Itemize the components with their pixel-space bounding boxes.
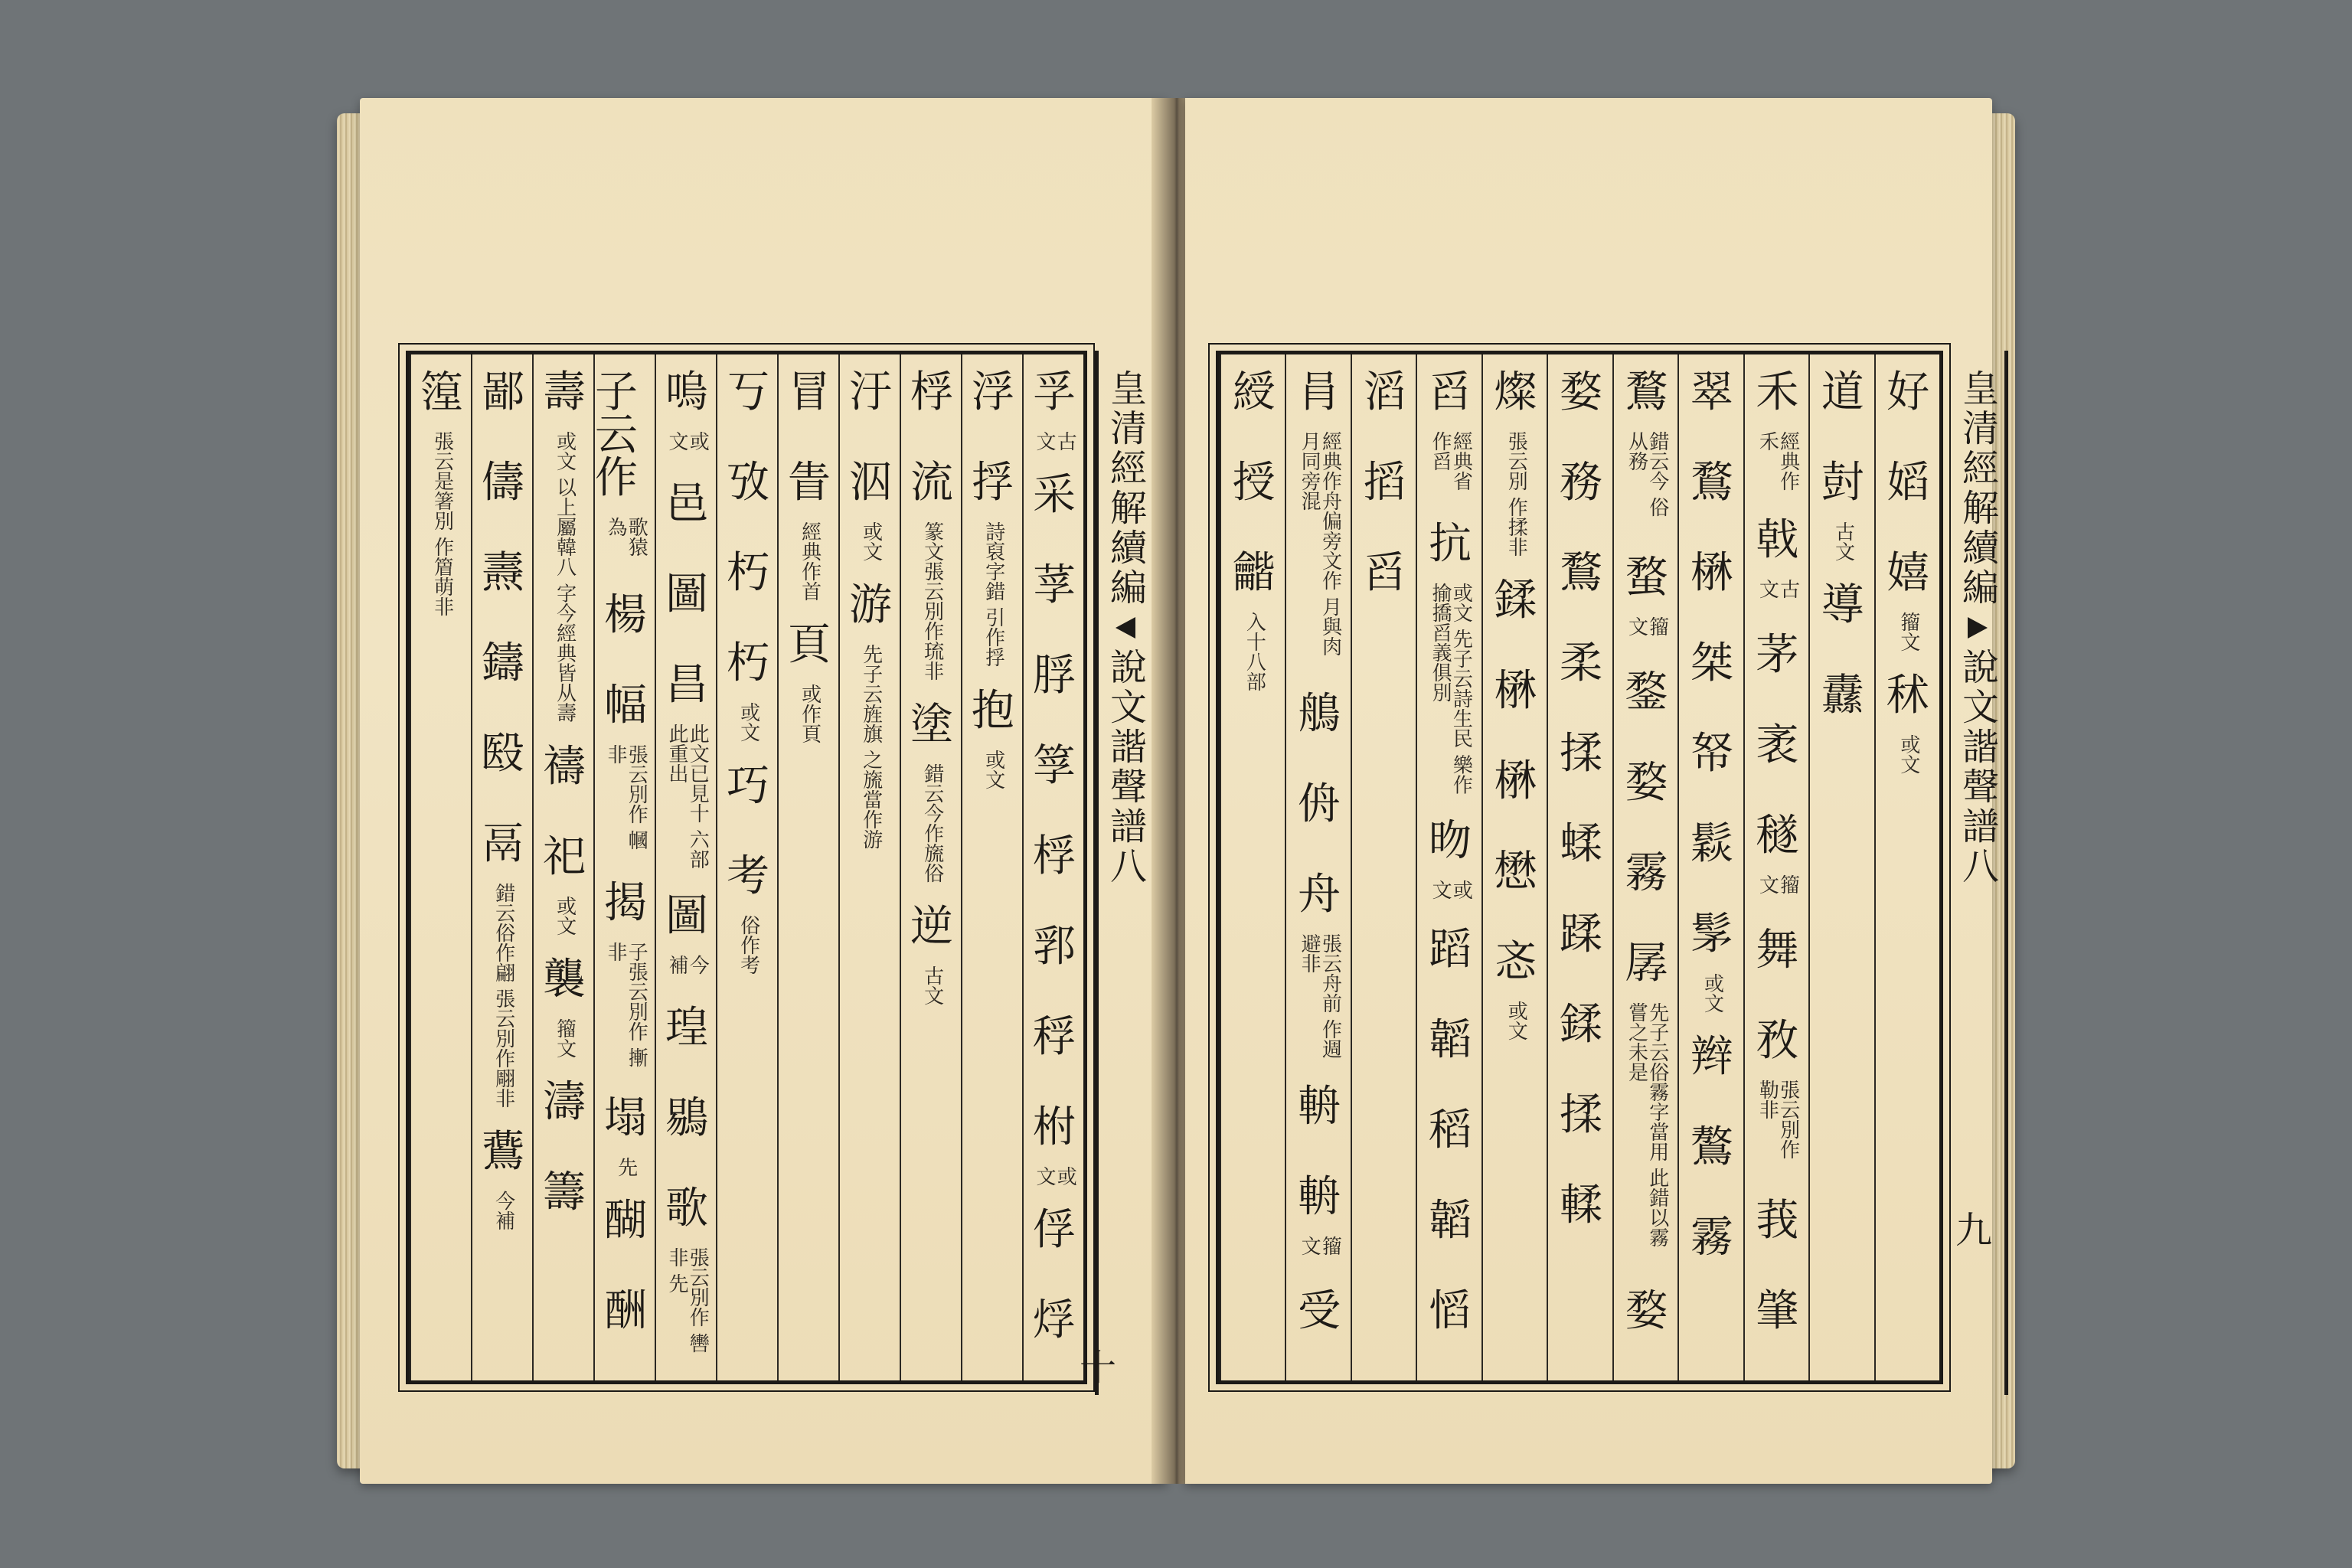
character: 龤 [1232,548,1276,598]
character: 綬 [1232,368,1276,417]
character: 逆 [910,902,953,952]
text-column [838,354,901,1380]
character: 幅 [604,681,647,731]
character: 辫 [1690,1032,1733,1082]
character: 婺 [1559,368,1602,417]
character: 肙 [1298,368,1341,417]
character: 柔 [1559,639,1602,688]
fish-tail-mark [1968,617,1988,639]
character: 瑝 [665,1003,708,1054]
text-column [593,354,656,1380]
annotation: 或文 先子云詩生民 樂作揄撟舀義俱別 [1429,582,1473,795]
character: 塌 [604,1093,647,1143]
character: 蹂 [1559,910,1602,959]
annotation: 張云是箸別 作篃萌非 [430,431,454,617]
character: 桴 [1033,831,1076,881]
character: 攷 [727,458,769,508]
character: 莩 [1033,560,1076,610]
annotation: 此文已見十 六部此重出 [665,723,710,869]
character: 鬏 [1690,819,1733,869]
annotation: 或文 [665,431,710,451]
character: 桀 [1690,639,1733,688]
annotation: 張云別 作揉非 [1504,431,1528,557]
character: 酬 [604,1285,647,1336]
character: 儔 [482,458,524,508]
character: 游 [849,580,892,630]
character: 鑄 [482,639,524,688]
open-book [337,98,2015,1499]
character: 醐 [604,1195,647,1246]
annotation: 張云舟前 作週避非 [1298,933,1342,1060]
text-column [1612,354,1679,1380]
annotation: 篆文張云別作琉非 [920,521,944,681]
character: 冒 [788,368,831,417]
annotation: 或文 [737,702,760,742]
character: 楙 [1494,666,1537,717]
character: 俘 [1033,1205,1076,1255]
annotation: 經典作首 [798,521,822,601]
character: 揭 [604,877,647,928]
character: 汙 [849,368,892,417]
character: 蝚 [1559,819,1602,869]
text-column [1481,354,1548,1380]
character: 柎 [1033,1102,1076,1152]
character: 務 [1559,458,1602,508]
page-number: 十 [1080,1347,1117,1390]
character: 導 [1821,580,1864,630]
annotation: 或文 [553,895,577,936]
character: 忞 [1494,937,1537,988]
character: 考 [727,851,769,901]
character: 鷔 [1690,1122,1733,1172]
character: 巧 [727,761,769,811]
text-column [716,354,779,1380]
character: 燾 [482,548,524,598]
character: 纛 [1821,671,1864,720]
character: 搯 [1363,458,1406,508]
character: 好 [1886,368,1930,417]
text-column [1874,354,1941,1380]
annotation: 今補 [492,1191,515,1231]
annotation: 張云別作勒非 [1756,1080,1800,1160]
character: 烰 [1033,1295,1076,1345]
text-column [1808,354,1875,1380]
character: 鶩 [1625,368,1668,417]
character: 孱 [1625,939,1668,989]
character: 朽 [727,639,769,688]
annotation: 古文 [1831,521,1855,561]
annotation: 子張云別作 摲非 [604,941,648,1067]
annotation: 錯云俗作翩 張云別作翢非 [492,883,515,1109]
character: 歌 [665,1184,708,1234]
character: 懋 [1494,847,1537,897]
character: 捊 [972,458,1014,508]
character: 舟 [1298,869,1341,920]
character: 尌 [1821,458,1864,508]
character: 鍒 [1559,1000,1602,1050]
text-column [1285,354,1351,1380]
character: 眚 [788,458,831,508]
character: 道 [1821,368,1864,417]
character: 鵃 [1298,688,1341,739]
annotation: 籀文 [1756,874,1800,894]
character: 楙 [1690,548,1733,598]
text-column [900,354,962,1380]
right-page [1185,98,1999,1484]
annotation: 先子云旌旗 之旒當作游 [859,644,883,850]
character: 戟 [1756,514,1799,565]
character: 昌 [665,659,708,710]
character: 圖 [665,891,708,942]
chapter-title: 說文諧聲譜八 [1103,648,1147,887]
text-frame [1216,351,1943,1384]
annotation: 經典作舟偏旁文作 月與肉月同旁混 [1298,431,1342,657]
character: 稃 [1033,1012,1076,1062]
annotation: 入十八部 [1243,612,1266,691]
character: 婺 [1625,758,1668,808]
annotation: 先子云俗霧字當用 此錯以霧嘗之未是 [1625,1002,1669,1248]
character: 鍪 [1625,668,1668,718]
character: 蝥 [1625,552,1668,603]
character: 鶩 [1690,458,1733,508]
annotation: 或文 [1429,880,1473,900]
character: 霧 [1690,1213,1733,1263]
character: 禾 [1756,368,1799,417]
text-column [777,354,840,1380]
character: 流 [910,458,953,508]
character: 袤 [1756,720,1799,770]
character: 昒 [1429,816,1472,867]
character: 泅 [849,458,892,508]
text-column [1022,354,1085,1380]
text-frame [406,351,1087,1384]
character: 肇 [1756,1286,1799,1336]
annotation: 經典作禾 [1756,431,1800,491]
annotation: 古文 [1756,578,1800,599]
annotation: 籀文 [1896,612,1920,652]
character: 篞 [420,368,463,417]
character: 邑 [665,479,708,529]
character: 受 [1298,1286,1341,1336]
text-column [1547,354,1613,1380]
annotation: 籀文 [1625,616,1669,636]
character: 秫 [1886,671,1930,720]
character: 鍒 [1494,576,1537,626]
character: 殹 [482,729,524,779]
annotation: 詩裒字錯 引作捊 [982,521,1005,668]
character: 襲 [543,954,586,1004]
character: 授 [1232,458,1276,508]
character: 髳 [1690,910,1733,959]
character: 舀 [1363,548,1406,598]
character: 采 [1033,470,1076,520]
character: 楙 [1494,756,1537,807]
character: 禱 [543,741,586,792]
character: 嫍 [1886,458,1930,508]
annotation: 經典省 作舀 [1429,431,1473,491]
text-column [1743,354,1810,1380]
character: 桴 [910,368,953,417]
annotation: 或文 [982,750,1005,790]
character: 慆 [1429,1286,1472,1336]
character: 穟 [1756,810,1799,861]
character: 祀 [543,831,586,882]
character: 郛 [1033,922,1076,972]
character: 孚 [1033,368,1076,417]
character: 霧 [1625,848,1668,899]
annotation: 籀文 [553,1018,577,1058]
character: 鶍 [665,1093,708,1144]
text-column [410,354,472,1380]
annotation: 或文 [1033,1166,1077,1186]
character: 丂 [727,368,769,417]
annotation: 先 [614,1156,638,1177]
chapter-title: 說文諧聲譜八 [1955,648,1999,887]
character: 燦 [1494,368,1537,417]
character: 揉 [1559,1090,1602,1140]
left-margin-title [1095,351,1152,1395]
character: 筟 [1033,741,1076,791]
character: 滔 [1363,368,1406,417]
character: 翠 [1690,368,1733,417]
character: 帑 [1690,729,1733,779]
annotation: 張云別作 幗非 [604,744,648,851]
annotation: 或文 [1504,1001,1528,1041]
character: 嗚 [665,368,708,417]
character: 嬉 [1886,548,1930,598]
character: 舀 [1429,368,1472,417]
character: 婺 [1625,1286,1668,1336]
character: 稻 [1429,1106,1472,1155]
character: 朽 [727,548,769,598]
book-title: 皇清經解續編 [1103,369,1147,608]
character: 濤 [543,1076,586,1127]
text-column [655,354,717,1380]
character: 侜 [1298,779,1341,829]
text-column [1351,354,1417,1380]
character: 鷰 [482,1127,524,1178]
annotation: 或文 [859,521,883,561]
character: 韜 [1429,1196,1472,1246]
fish-tail-mark [1116,617,1135,639]
text-column [961,354,1024,1380]
book-title: 皇清經解續編 [1955,369,1999,608]
text-column [1677,354,1744,1380]
character: 壽 [543,368,586,417]
left-page [360,98,1167,1484]
character: 輈 [1298,1172,1341,1223]
annotation: 張云別作 轡非 先 [665,1247,710,1354]
character: 抱 [972,686,1014,737]
annotation: 或作頁 [798,684,822,743]
character: 子云作 [595,368,638,503]
character: 舞 [1756,926,1799,976]
annotation: 或文 以上屬韓八 字今經典皆从壽 [553,431,577,723]
annotation: 錯云今作旒俗 [920,763,944,883]
character: 籌 [543,1167,586,1217]
character: 敄 [1756,1016,1799,1067]
character: 抗 [1429,518,1472,569]
character: 浮 [972,368,1014,417]
annotation: 古文 [920,965,944,1005]
character: 鄙 [482,368,524,417]
character: 茅 [1756,629,1799,680]
text-column [532,354,595,1380]
annotation: 今補 [665,955,710,975]
character: 莪 [1756,1196,1799,1246]
page-number: 九 [1955,1209,1993,1252]
character: 脬 [1033,651,1076,701]
character: 頁 [788,620,831,670]
annotation: 或文 [1700,973,1724,1013]
character: 圖 [665,569,708,619]
character: 輈 [1298,1082,1341,1132]
character: 鶩 [1559,548,1602,598]
character: 鬲 [482,819,524,869]
annotation: 籀文 [1298,1236,1342,1256]
text-column [1220,354,1286,1380]
character: 楊 [604,590,647,641]
annotation: 古文 [1033,431,1077,451]
character: 塗 [910,700,953,750]
text-column [1416,354,1482,1380]
annotation: 俗作考 [737,915,760,975]
annotation: 歌猿為 [604,517,648,557]
character: 輮 [1559,1181,1602,1230]
character: 揉 [1559,729,1602,779]
character: 韜 [1429,1015,1472,1065]
text-column [471,354,534,1380]
character: 蹈 [1429,925,1472,975]
annotation: 或文 [1896,734,1920,774]
annotation: 錯云今 俗从務 [1625,431,1669,518]
